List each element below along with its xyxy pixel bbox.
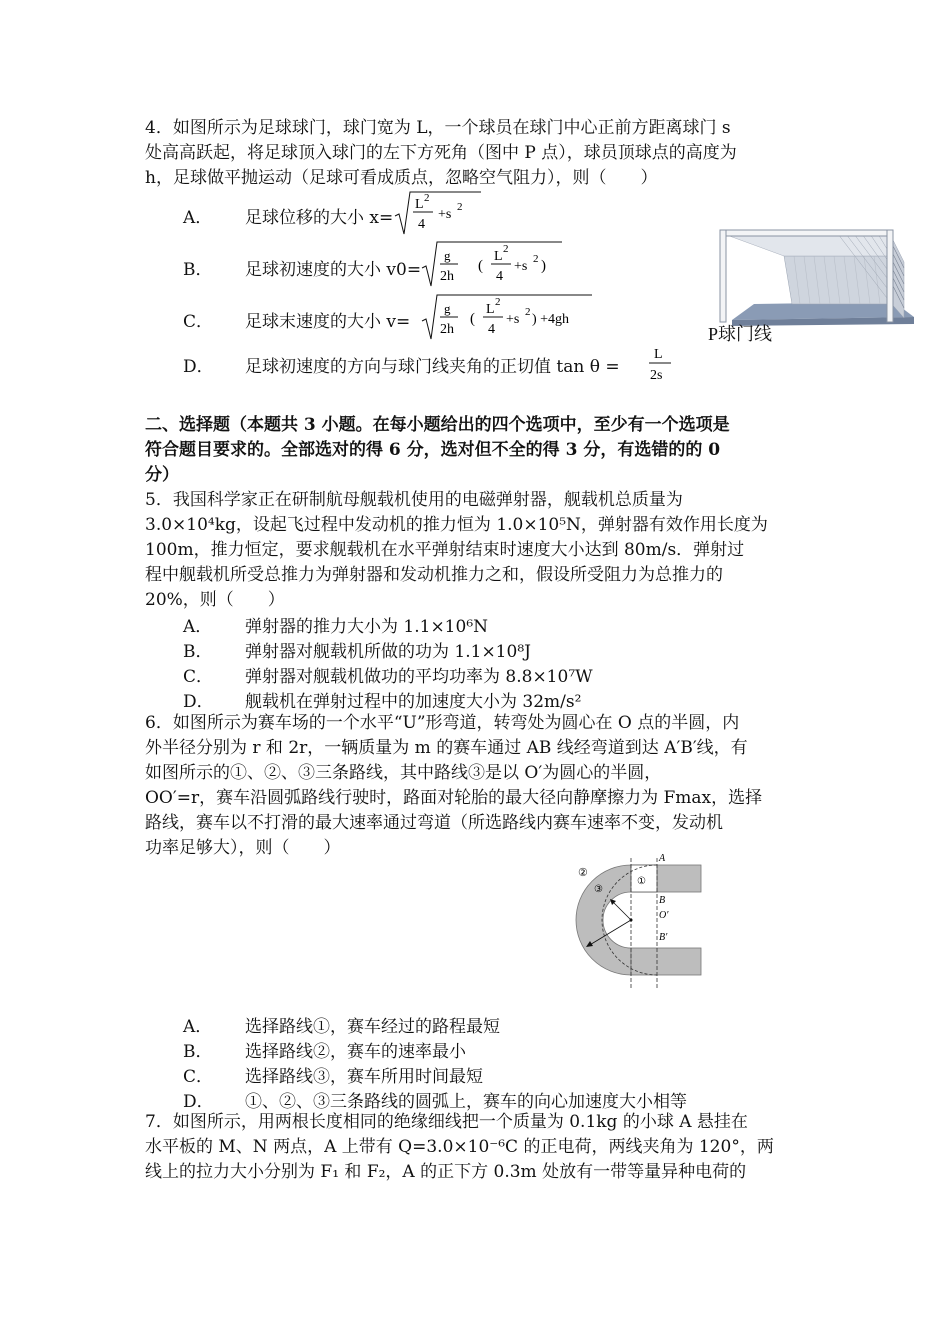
- formula-exp: 2: [424, 192, 430, 204]
- q4-option-a-label: A．: [183, 208, 213, 228]
- u-track-figure: [568, 850, 708, 996]
- formula-2h: 2h: [440, 269, 454, 284]
- q6-line-2: 外半径分别为 r 和 2r，一辆质量为 m 的赛车通过 AB 线经弯道到达 A′B′线，有: [145, 738, 748, 758]
- formula-paren: (: [470, 311, 475, 327]
- q6-option-c-text: 选择路线③，赛车所用时间最短: [245, 1067, 483, 1087]
- q4-option-a-text: 足球位移的大小 x=: [245, 208, 394, 228]
- formula-2h: 2h: [440, 322, 454, 337]
- q5-option-b: [183, 637, 531, 662]
- formula-paren: (: [478, 258, 483, 274]
- formula-exp: 2: [525, 306, 531, 318]
- q4-option-c-label: C．: [183, 312, 214, 332]
- q4-option-d-text: 足球初速度的方向与球门线夹角的正切值 tan θ =: [245, 357, 620, 377]
- formula-plus-4gh: ) +4gh: [532, 312, 570, 327]
- label-route-3: ③: [594, 884, 603, 895]
- q6-option-c-label: C．: [183, 1067, 214, 1087]
- formula-exp: 2: [495, 296, 501, 308]
- q5-line-2: 3.0×10⁴kg，设起飞过程中发动机的推力恒为 1.0×10⁵N，弹射器有效作用长度为: [145, 515, 768, 535]
- formula-exp: 2: [533, 253, 539, 265]
- q4-option-b-label: B．: [183, 260, 213, 280]
- formula-l: L: [494, 249, 503, 264]
- formula-plus-s: +s: [438, 207, 452, 222]
- q6-option-b: [183, 1037, 466, 1062]
- q5-option-c-text: 弹射器对舰载机做功的平均功率为 8.8×10⁷W: [245, 667, 593, 687]
- q4-formula-d: [646, 343, 676, 385]
- q4-option-d: [183, 352, 620, 377]
- q4-option-d-label: D．: [183, 357, 214, 377]
- q6-option-c: [183, 1062, 483, 1087]
- label-route-2: ②: [578, 867, 588, 879]
- q5-option-a-label: A．: [183, 617, 213, 637]
- q5-line-5: 20%，则（ ）: [145, 590, 285, 610]
- formula-g: g: [444, 301, 451, 316]
- q5-option-c: [183, 662, 593, 687]
- q4-option-b: [183, 255, 421, 280]
- formula-four: 4: [496, 269, 503, 284]
- section2-line-3: 分）: [145, 465, 179, 485]
- q4-line-1: 4．如图所示为足球球门，球门宽为 L，一个球员在球门中心正前方距离球门 s: [145, 118, 731, 138]
- label-o-prime: O′: [659, 910, 669, 921]
- q5-line-4: 程中舰载机所受总推力为弹射器和发动机推力之和，假设所受阻力为总推力的: [145, 565, 723, 585]
- q4-line-3: h，足球做平抛运动（足球可看成质点，忽略空气阻力），则（ ）: [145, 168, 658, 188]
- q4-option-b-text: 足球初速度的大小 v0=: [245, 260, 422, 280]
- q6-line-1: 6．如图所示为赛车场的一个水平“U”形弯道，转弯处为圆心在 O 点的半圆，内: [145, 713, 740, 733]
- q7-line-1: 7．如图所示，用两根长度相同的绝缘细线把一个质量为 0.1kg 的小球 A 悬挂在: [145, 1112, 748, 1132]
- formula-exp: 2: [457, 201, 463, 213]
- formula-four: 4: [488, 322, 495, 337]
- formula-four: 4: [418, 217, 425, 232]
- q5-option-d-text: 舰载机在弹射过程中的加速度大小为 32m/s²: [245, 692, 582, 712]
- q5-option-b-text: 弹射器对舰载机所做的功为 1.1×10⁸J: [245, 642, 531, 662]
- q4-formula-c: [420, 291, 598, 343]
- q4-option-c: [183, 307, 410, 332]
- label-b-prime: B′: [659, 932, 668, 943]
- q5-line-1: 5．我国科学家正在研制航母舰载机使用的电磁弹射器，舰载机总质量为: [145, 490, 683, 510]
- q5-option-b-label: B．: [183, 642, 213, 662]
- section2-line-2: 符合题目要求的。全部选对的得 6 分，选对但不全的得 3 分，有选错的的 0: [145, 440, 721, 460]
- goal-line-label: P球门线: [708, 324, 773, 344]
- q6-option-a: [183, 1012, 500, 1037]
- goal-figure: [704, 222, 916, 350]
- formula-plus-s: +s: [514, 259, 528, 274]
- formula-l: L: [415, 197, 424, 212]
- formula-exp: 2: [503, 243, 509, 255]
- label-b: B: [659, 895, 666, 906]
- q7-line-3: 线上的拉力大小分别为 F₁ 和 F₂，A 的正下方 0.3m 处放有一带等量异种电荷的: [145, 1162, 747, 1182]
- formula-l: L: [654, 347, 663, 362]
- q6-option-b-label: B．: [183, 1042, 213, 1062]
- q6-option-a-text: 选择路线①，赛车经过的路程最短: [245, 1017, 500, 1037]
- formula-plus-s: +s: [506, 312, 520, 327]
- q6-line-4: OO′=r，赛车沿圆弧路线行驶时，路面对轮胎的最大径向静摩擦力为 Fmax，选择: [145, 788, 763, 808]
- section2-line-1: 二、选择题（本题共 3 小题。在每小题给出的四个选项中，至少有一个选项是: [145, 415, 730, 435]
- q6-option-a-label: A．: [183, 1017, 213, 1037]
- q4-option-c-text: 足球末速度的大小 v=: [245, 312, 411, 332]
- q6-option-d: [183, 1087, 687, 1112]
- q4-formula-a: [393, 188, 493, 238]
- q5-option-a-text: 弹射器的推力大小为 1.1×10⁶N: [245, 617, 489, 637]
- q6-option-b-text: 选择路线②，赛车的速率最小: [245, 1042, 466, 1062]
- q4-line-2: 处高高跃起，将足球顶入球门的左下方死角（图中 P 点），球员顶球点的高度为: [145, 143, 737, 163]
- q5-line-3: 100m，推力恒定，要求舰载机在水平弹射结束时速度大小达到 80m/s．弹射过: [145, 540, 745, 560]
- q5-option-d-label: D．: [183, 692, 214, 712]
- q5-option-a: [183, 612, 488, 637]
- formula-g: g: [444, 248, 451, 263]
- q6-line-3: 如图所示的①、②、③三条路线，其中路线③是以 O′为圆心的半圆，: [145, 763, 662, 783]
- q7-line-2: 水平板的 M、N 两点，A 上带有 Q=3.0×10⁻⁶C 的正电荷，两线夹角为 120°，两: [145, 1137, 774, 1157]
- formula-2s: 2s: [650, 368, 663, 383]
- q5-option-d: [183, 687, 581, 712]
- formula-paren-close: ): [541, 258, 546, 274]
- label-a: A: [659, 853, 666, 864]
- q6-option-d-text: ①、②、③三条路线的圆弧上，赛车的向心加速度大小相等: [245, 1092, 687, 1112]
- q4-formula-b: [420, 238, 570, 290]
- q4-option-a: [183, 203, 393, 228]
- q6-line-5: 路线，赛车以不打滑的最大速率通过弯道（所选路线内赛车速率不变，发动机: [145, 813, 723, 833]
- label-route-1: ①: [637, 876, 646, 887]
- formula-l: L: [486, 302, 495, 317]
- q6-line-6: 功率足够大），则（ ）: [145, 838, 341, 858]
- q5-option-c-label: C．: [183, 667, 214, 687]
- q6-option-d-label: D．: [183, 1092, 214, 1112]
